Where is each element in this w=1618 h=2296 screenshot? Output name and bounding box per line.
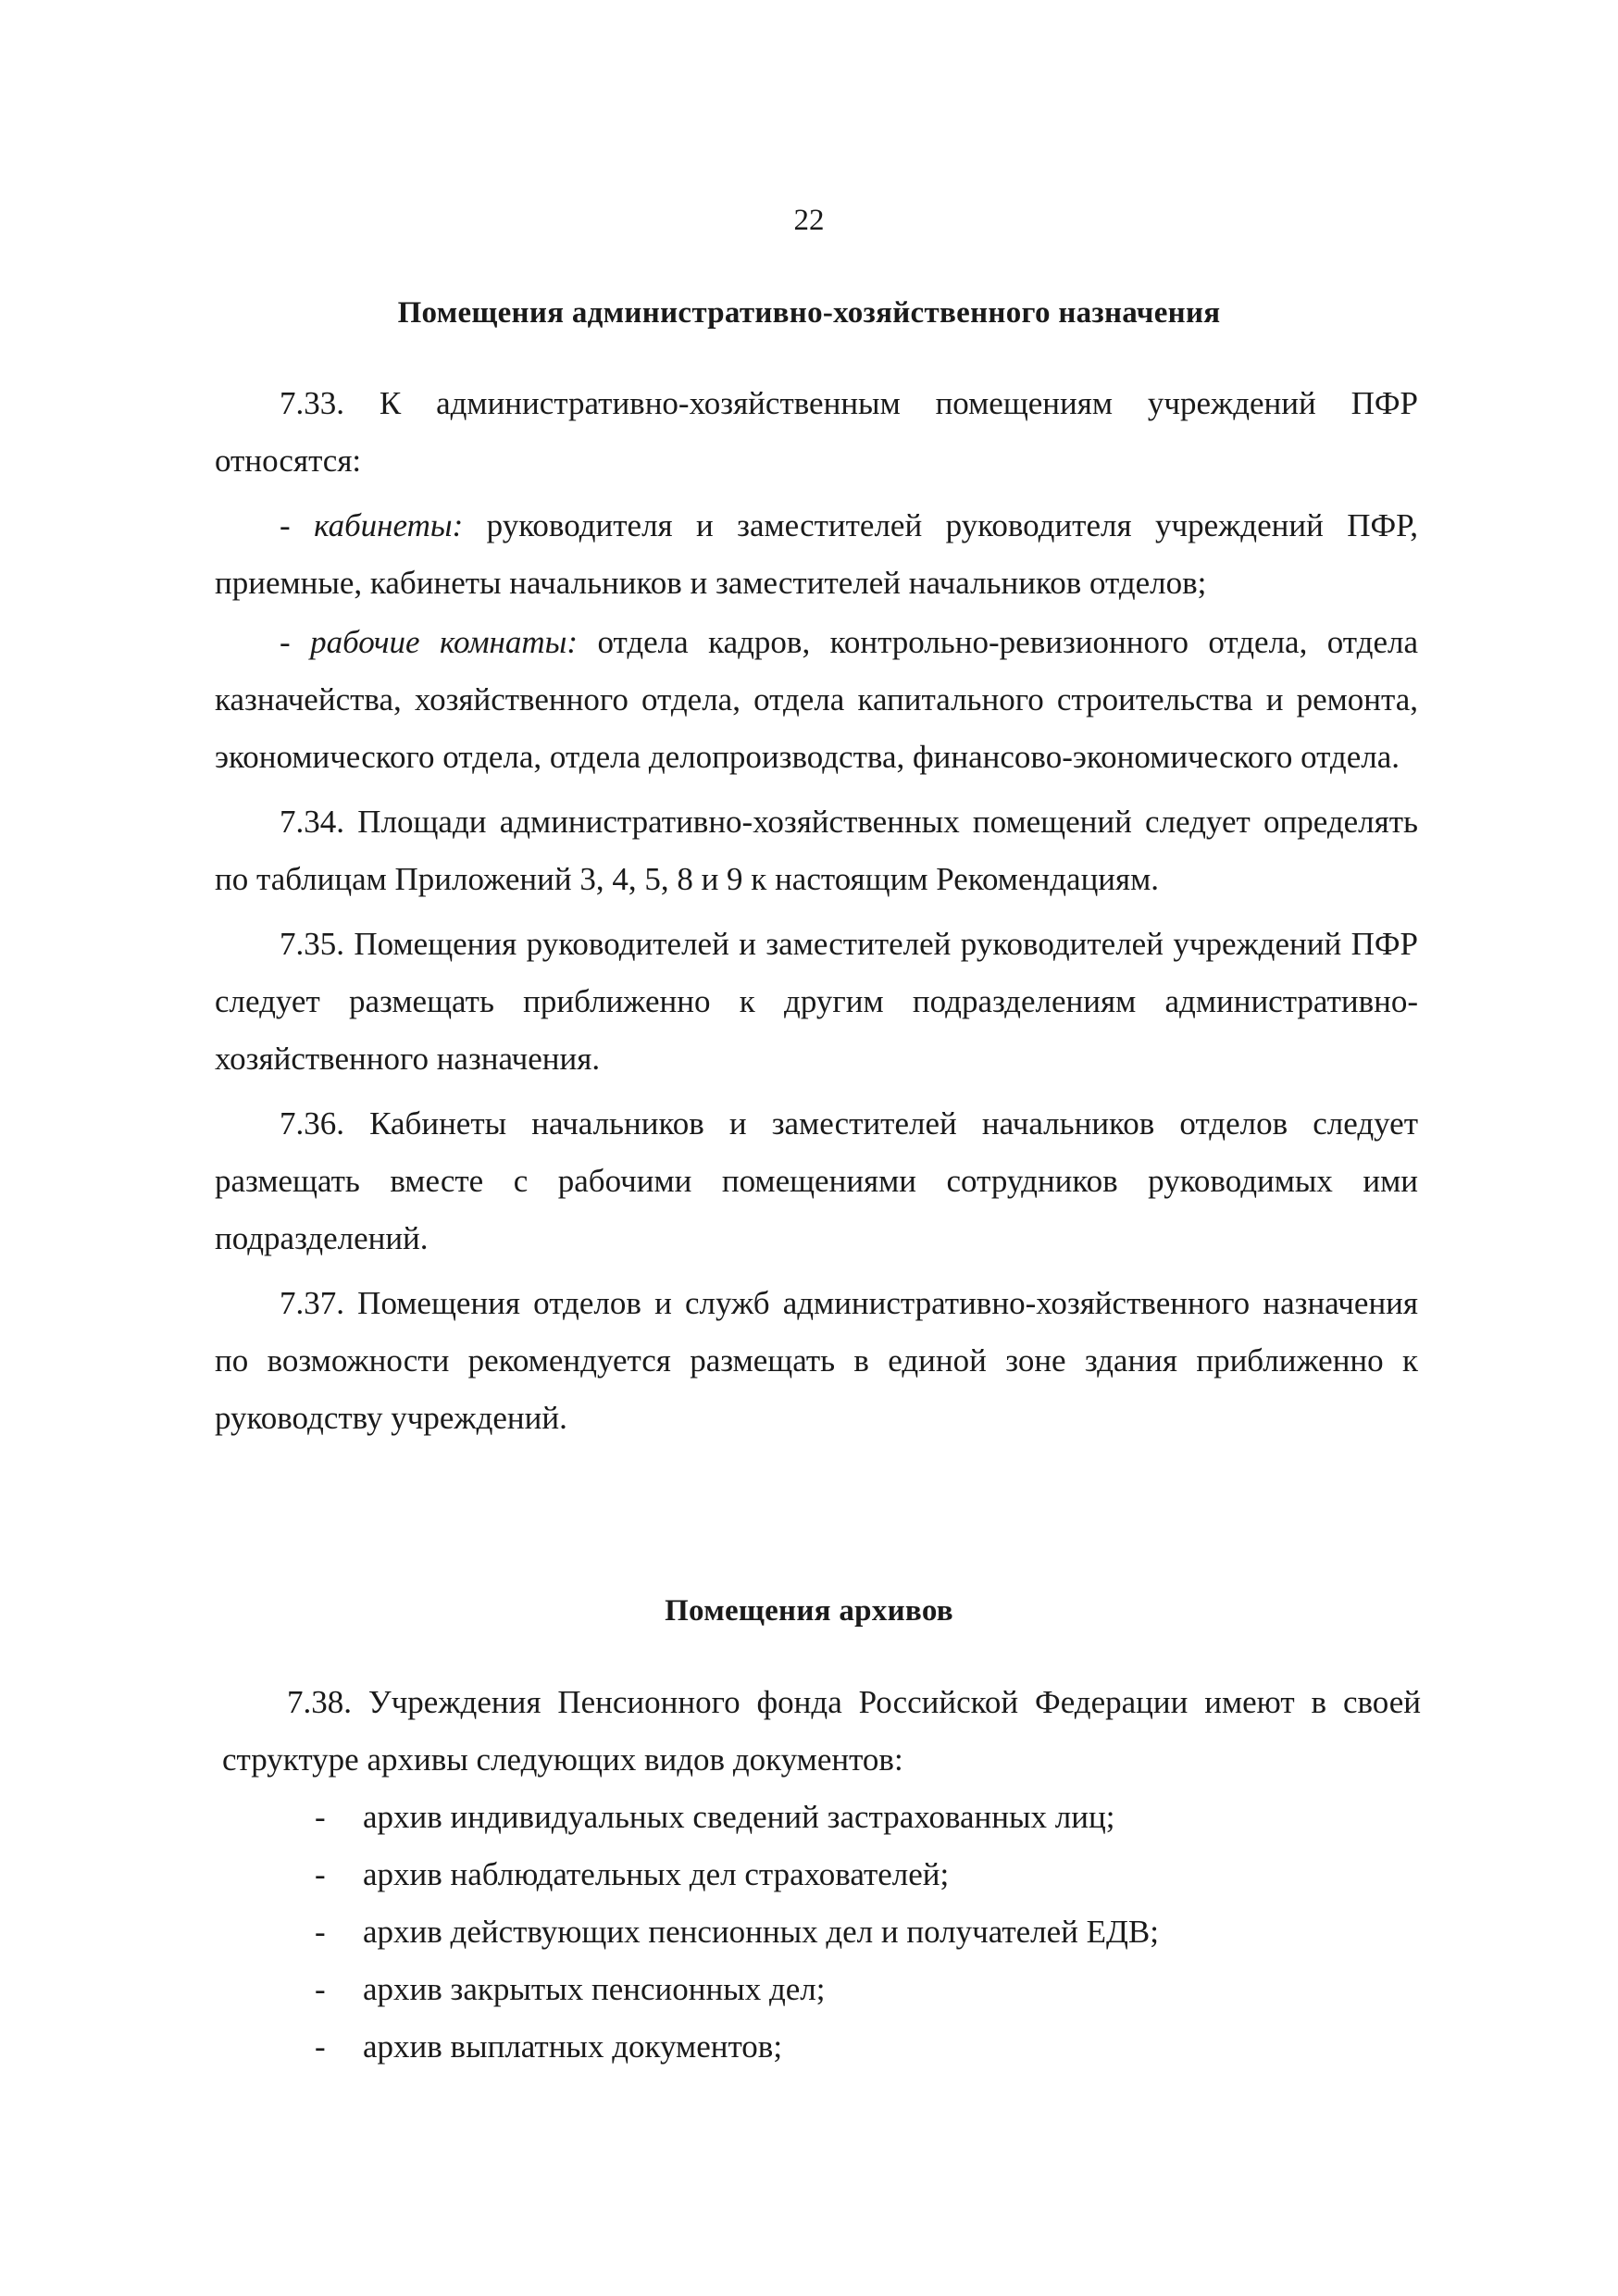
paragraph-7-34: 7.34. Площади административно-хозяйственных помещений следует определять по таблицам Приложений 3, 4, 5, 8 и 9 к настоящим Рекомендациям. (215, 804, 1418, 897)
dash-marker: - (315, 1971, 326, 2007)
list-item (222, 1961, 1421, 2018)
paragraph-7-38: 7.38. Учреждения Пенсионного фонда Российской Федерации имеют в своей структуре архивы следующих видов документов: (222, 1684, 1421, 1778)
page-number: 22 (793, 204, 825, 237)
section-body-archive (222, 1674, 1421, 2076)
dash-marker: - (315, 1856, 326, 1892)
list-item-text: архив действующих пенсионных дел и получателей ЕДВ; (363, 1914, 1159, 1950)
dash-marker: - (315, 1914, 326, 1950)
text-work-rooms: отдела кадров, контрольно-ревизионного отдела, отдела казначейства, хозяйственного отдела, отдела капитального строительства и ремонта, экономического отдела, отдела делопроизводства, финансово-экономического отдела. (215, 624, 1418, 775)
section-heading-admin: Помещения административно-хозяйственного назначения (397, 296, 1221, 330)
paragraph-work-rooms (215, 614, 1418, 786)
paragraph-7-33: 7.33. К административно-хозяйственным помещениям учреждений ПФР относятся: (215, 385, 1418, 479)
list-item (222, 1846, 1421, 1903)
list-item (222, 1903, 1421, 1961)
paragraph-7-36: 7.36. Кабинеты начальников и заместителей начальников отделов следует размещать вместе с рабочими помещениями сотрудников руководимых ими подразделений. (215, 1105, 1418, 1256)
section-heading-archive: Помещения архивов (665, 1594, 953, 1628)
text-cabinets: руководителя и заместителей руководителя учреждений ПФР, приемные, кабинеты начальников и заместителей начальников отделов; (215, 507, 1419, 601)
paragraph-7-37: 7.37. Помещения отделов и служб административно-хозяйственного назначения по возможности рекомендуется размещать в единой зоне здания приближенно к руководству учреждений. (215, 1285, 1418, 1436)
term-cabinets: кабинеты: (314, 507, 464, 543)
dash-marker: - (280, 507, 291, 543)
list-item-text: архив выплатных документов; (363, 2028, 783, 2065)
paragraph-cabinets (215, 497, 1418, 612)
list-item-text: архив индивидуальных сведений застрахованных лиц; (363, 1799, 1115, 1835)
list-item (222, 1789, 1421, 1846)
dash-marker: - (280, 624, 291, 660)
section-body-admin (215, 375, 1418, 1447)
dash-marker: - (315, 1799, 326, 1835)
list-item-text: архив закрытых пенсионных дел; (363, 1971, 826, 2007)
term-work-rooms: рабочие комнаты: (310, 624, 579, 660)
list-item-text: архив наблюдательных дел страхователей; (363, 1856, 950, 1892)
dash-marker: - (315, 2028, 326, 2065)
archive-list (222, 1789, 1421, 2076)
paragraph-7-35: 7.35. Помещения руководителей и заместителей руководителей учреждений ПФР следует размещать приближенно к другим подразделениям административно-хозяйственного назначения. (215, 926, 1418, 1077)
list-item (222, 2018, 1421, 2076)
